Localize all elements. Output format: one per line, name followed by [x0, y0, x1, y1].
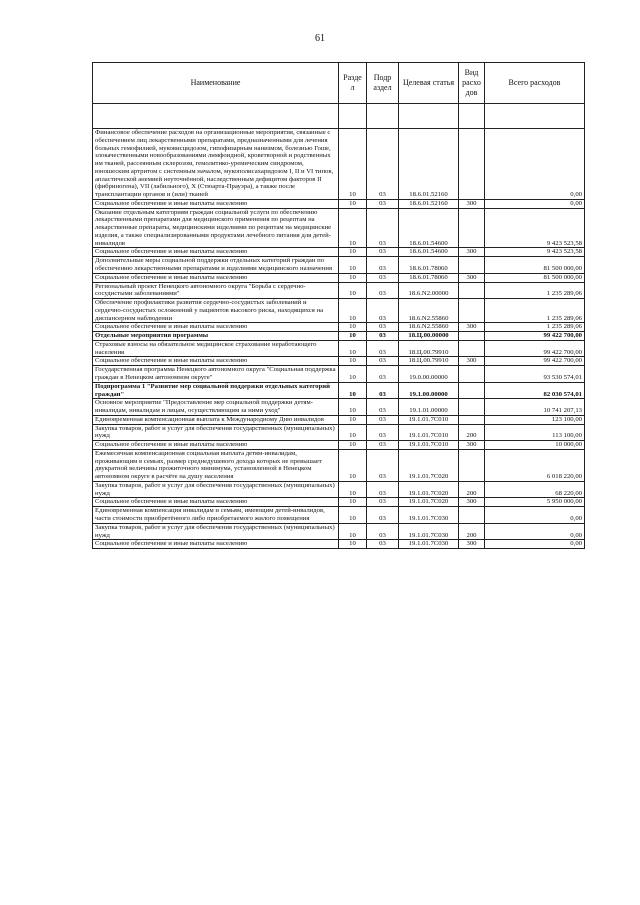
cell-total: 10 741 207,13	[485, 399, 585, 416]
cell-expense-type: 200	[459, 481, 485, 498]
cell-target: 19.1.01.7С030	[399, 507, 459, 524]
cell-expense-type	[459, 340, 485, 357]
cell-expense-type: 300	[459, 323, 485, 332]
cell-name: Закупка товаров, работ и услуг для обеспечения государственных (муниципальных) нужд	[93, 523, 339, 540]
cell-name: Подпрограмма 1 "Развитие мер социальной поддержки отдельных категорий граждан"	[93, 382, 339, 399]
cell-subsection: 03	[367, 441, 399, 450]
cell-total: 93 530 574,01	[485, 366, 585, 383]
cell-target: 19.1.01.00000	[399, 399, 459, 416]
cell-subsection: 03	[367, 399, 399, 416]
cell-expense-type	[459, 382, 485, 399]
cell-total: 1 235 289,06	[485, 282, 585, 299]
table-row	[93, 481, 585, 498]
cell-section: 10	[339, 382, 367, 399]
cell-section: 10	[339, 424, 367, 441]
cell-target: 18.6.01.78060	[399, 273, 459, 282]
table-row	[93, 208, 585, 248]
cell-subsection: 03	[367, 366, 399, 383]
cell-name: Социальное обеспечение и иные выплаты населению	[93, 540, 339, 549]
cell-name: Социальное обеспечение и иные выплаты населению	[93, 248, 339, 257]
cell-name: Отдельные мероприятия программы	[93, 332, 339, 341]
table-row	[93, 415, 585, 424]
cell-total: 0,00	[485, 523, 585, 540]
table-row	[93, 199, 585, 208]
cell-target: 18.6.01.54600	[399, 248, 459, 257]
cell-subsection: 03	[367, 299, 399, 323]
cell-subsection: 03	[367, 382, 399, 399]
cell-section: 10	[339, 357, 367, 366]
cell-name: Страховые взносы на обязательное медицинское страхование неработающего населения	[93, 340, 339, 357]
cell-expense-type	[459, 129, 485, 200]
cell-name: Единовременная компенсационная выплата к Международному Дню инвалидов	[93, 415, 339, 424]
cell-expense-type: 300	[459, 540, 485, 549]
cell-total: 113 100,00	[485, 424, 585, 441]
cell-expense-type	[459, 507, 485, 524]
cell-expense-type: 300	[459, 199, 485, 208]
cell-subsection: 03	[367, 129, 399, 200]
cell-target: 18.6.01.52160	[399, 199, 459, 208]
table-row	[93, 507, 585, 524]
cell-target: 19.0.00.00000	[399, 366, 459, 383]
cell-total: 9 423 523,58	[485, 208, 585, 248]
cell-section: 10	[339, 399, 367, 416]
table-row	[93, 366, 585, 383]
cell-target: 18.6.01.54600	[399, 208, 459, 248]
cell-total: 99 422 700,00	[485, 340, 585, 357]
header-expense-type: Вид расхо дов	[459, 63, 485, 104]
cell-subsection: 03	[367, 357, 399, 366]
cell-section: 10	[339, 340, 367, 357]
cell-subsection: 03	[367, 481, 399, 498]
cell-total: 0,00	[485, 129, 585, 200]
cell-target: 18.6.N2.55860	[399, 299, 459, 323]
cell-target: 18.6.01.78060	[399, 257, 459, 274]
header-subsection: Подр аздел	[367, 63, 399, 104]
table-row	[93, 540, 585, 549]
cell-total: 123 100,00	[485, 415, 585, 424]
table-row	[93, 282, 585, 299]
cell-target: 19.1.01.7С010	[399, 424, 459, 441]
table-row	[93, 523, 585, 540]
cell-section: 10	[339, 415, 367, 424]
spacer-row	[93, 104, 585, 129]
cell-subsection: 03	[367, 340, 399, 357]
cell-subsection: 03	[367, 449, 399, 481]
cell-subsection: 03	[367, 424, 399, 441]
cell-name: Закупка товаров, работ и услуг для обеспечения государственных (муниципальных) нужд	[93, 424, 339, 441]
cell-name: Финансовое обеспечение расходов на организационные мероприятия, связанные с обеспечением лиц лекарственными препаратами, предназначенными для лечения больных гемофилией, муковисцидозом, гипофизарным нанизмом, болезнью Гоше, злокачественными новообразованиями лимфоидной, кроветворной и родственных им тканей, рассеянным склерозом, гемолитико-уремическим синдромом, юношеским артритом с системным началом, мукополисахаридозом I, II и VI типов, апластической анемией неуточнённой, наследственным дефицитом факторов II (фибриногена), VII (лабильного), X (Стюарта-Прауэра), а также после трансплантации органов и (или) тканей	[93, 129, 339, 200]
cell-expense-type: 200	[459, 424, 485, 441]
cell-total: 1 235 289,06	[485, 323, 585, 332]
cell-subsection: 03	[367, 273, 399, 282]
cell-target: 18.Ц.00.79910	[399, 340, 459, 357]
budget-table	[92, 62, 585, 549]
cell-total: 6 018 220,00	[485, 449, 585, 481]
cell-name: Социальное обеспечение и иные выплаты населению	[93, 273, 339, 282]
cell-expense-type	[459, 257, 485, 274]
cell-total: 0,00	[485, 507, 585, 524]
cell-target: 19.1.01.7С020	[399, 481, 459, 498]
cell-name: Региональный проект Ненецкого автономного округа "Борьба с сердечно-сосудистыми заболеваниями"	[93, 282, 339, 299]
cell-name: Ежемесячная компенсационная социальная выплата детям-инвалидам, проживающим в семьях, размер среднедушевого дохода которых не превышает двукратной величины прожиточного минимума, установленной в Ненецком автономном округе в расчёте на душу населения	[93, 449, 339, 481]
cell-name: Дополнительные меры социальной поддержки отдельных категорий граждан по обеспечению лекарственными препаратами и изделиями медицинского назначения	[93, 257, 339, 274]
cell-section: 10	[339, 481, 367, 498]
cell-expense-type	[459, 415, 485, 424]
cell-section: 10	[339, 366, 367, 383]
cell-subsection: 03	[367, 507, 399, 524]
cell-name: Закупка товаров, работ и услуг для обеспечения государственных (муниципальных) нужд	[93, 481, 339, 498]
cell-name: Обеспечение профилактики развития сердечно-сосудистых заболеваний и сердечно-сосудистых осложнений у пациентов высокого риска, находящихся на диспансерном наблюдении	[93, 299, 339, 323]
cell-total: 0,00	[485, 199, 585, 208]
cell-subsection: 03	[367, 523, 399, 540]
cell-target: 19.1.01.7С020	[399, 498, 459, 507]
cell-name: Социальное обеспечение и иные выплаты населению	[93, 441, 339, 450]
table-row	[93, 273, 585, 282]
cell-section: 10	[339, 273, 367, 282]
cell-section: 10	[339, 282, 367, 299]
table-row	[93, 399, 585, 416]
cell-section: 10	[339, 129, 367, 200]
cell-section: 10	[339, 248, 367, 257]
table-row	[93, 357, 585, 366]
table-row	[93, 248, 585, 257]
cell-section: 10	[339, 507, 367, 524]
cell-total: 9 423 523,58	[485, 248, 585, 257]
cell-total: 5 950 000,00	[485, 498, 585, 507]
cell-name: Социальное обеспечение и иные выплаты населению	[93, 498, 339, 507]
cell-expense-type	[459, 208, 485, 248]
cell-target: 19.1.01.7С030	[399, 523, 459, 540]
cell-subsection: 03	[367, 323, 399, 332]
table-row	[93, 257, 585, 274]
cell-section: 10	[339, 498, 367, 507]
cell-total: 0,00	[485, 540, 585, 549]
cell-expense-type: 200	[459, 523, 485, 540]
cell-total: 1 235 289,06	[485, 299, 585, 323]
cell-name: Единовременная компенсация инвалидам и семьям, имеющим детей-инвалидов, части стоимости приобретённого либо приобретаемого жилого помещения	[93, 507, 339, 524]
cell-target: 18.6.01.52160	[399, 129, 459, 200]
cell-subsection: 03	[367, 332, 399, 341]
cell-name: Социальное обеспечение и иные выплаты населению	[93, 357, 339, 366]
cell-total: 81 500 000,00	[485, 257, 585, 274]
cell-subsection: 03	[367, 208, 399, 248]
cell-subsection: 03	[367, 248, 399, 257]
cell-total: 99 422 700,00	[485, 357, 585, 366]
cell-total: 99 422 700,00	[485, 332, 585, 341]
cell-subsection: 03	[367, 282, 399, 299]
table-row	[93, 441, 585, 450]
cell-expense-type: 300	[459, 273, 485, 282]
cell-expense-type	[459, 282, 485, 299]
cell-subsection: 03	[367, 498, 399, 507]
table-row	[93, 299, 585, 323]
cell-target: 18.Ц.00.79910	[399, 357, 459, 366]
cell-target: 19.1.01.7С010	[399, 415, 459, 424]
table-row	[93, 498, 585, 507]
cell-target: 18.6.N2.00000	[399, 282, 459, 299]
cell-section: 10	[339, 540, 367, 549]
cell-total: 10 000,00	[485, 441, 585, 450]
table-row	[93, 332, 585, 341]
cell-name: Социальное обеспечение и иные выплаты населению	[93, 323, 339, 332]
page-number: 61	[315, 33, 325, 44]
cell-subsection: 03	[367, 257, 399, 274]
cell-subsection: 03	[367, 540, 399, 549]
cell-target: 19.1.00.00000	[399, 382, 459, 399]
cell-section: 10	[339, 257, 367, 274]
cell-expense-type: 300	[459, 248, 485, 257]
header-name: Наименование	[93, 63, 339, 104]
table-row	[93, 129, 585, 200]
cell-target: 19.1.01.7С010	[399, 441, 459, 450]
cell-subsection: 03	[367, 199, 399, 208]
cell-expense-type: 300	[459, 441, 485, 450]
cell-expense-type	[459, 332, 485, 341]
cell-name: Оказание отдельным категориям граждан социальной услуги по обеспечению лекарственными препаратами для медицинского применения по рецептам на лекарственные препараты, медицинскими изделиями по рецептам на медицинские изделия, а также специализированными продуктами лечебного питания для детей-инвалидов	[93, 208, 339, 248]
cell-expense-type	[459, 399, 485, 416]
header-target: Целевая статья	[399, 63, 459, 104]
cell-name: Социальное обеспечение и иные выплаты населению	[93, 199, 339, 208]
table-row	[93, 340, 585, 357]
cell-total: 68 220,00	[485, 481, 585, 498]
header-total: Всего расходов	[485, 63, 585, 104]
header-section: Разде л	[339, 63, 367, 104]
cell-section: 10	[339, 323, 367, 332]
cell-name: Государственная программа Ненецкого автономного округа "Социальная поддержка граждан в Ненецком автономном округе"	[93, 366, 339, 383]
cell-target: 19.1.01.7С020	[399, 449, 459, 481]
cell-expense-type: 300	[459, 498, 485, 507]
table-row	[93, 323, 585, 332]
cell-target: 19.1.01.7С030	[399, 540, 459, 549]
cell-expense-type	[459, 366, 485, 383]
cell-subsection: 03	[367, 415, 399, 424]
cell-name: Основное мероприятие "Предоставление мер социальной поддержки детям-инвалидам, инвалидам и лицам, осуществляющим за ними уход"	[93, 399, 339, 416]
cell-expense-type	[459, 299, 485, 323]
cell-target: 18.6.N2.55860	[399, 323, 459, 332]
cell-section: 10	[339, 523, 367, 540]
cell-section: 10	[339, 208, 367, 248]
cell-total: 82 030 574,01	[485, 382, 585, 399]
cell-expense-type	[459, 449, 485, 481]
header-row	[93, 63, 585, 104]
cell-section: 10	[339, 299, 367, 323]
table-row	[93, 449, 585, 481]
cell-target: 18.Ц.00.00000	[399, 332, 459, 341]
table-row	[93, 382, 585, 399]
table-row	[93, 424, 585, 441]
cell-section: 10	[339, 332, 367, 341]
cell-section: 10	[339, 199, 367, 208]
cell-total: 81 500 000,00	[485, 273, 585, 282]
cell-section: 10	[339, 441, 367, 450]
cell-expense-type: 300	[459, 357, 485, 366]
cell-section: 10	[339, 449, 367, 481]
